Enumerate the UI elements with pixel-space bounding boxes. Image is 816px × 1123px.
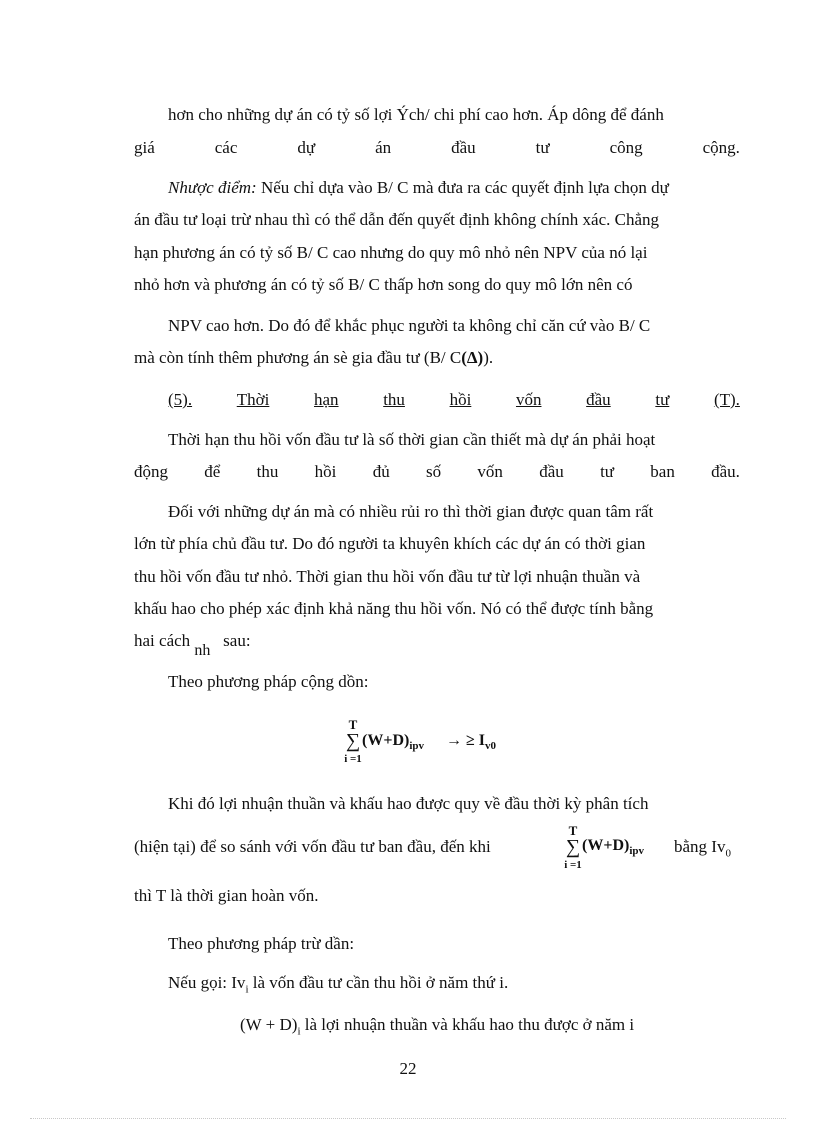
italic-heading: Nhược điểm: (168, 178, 257, 197)
text: mà còn tính thêm phương án sè gia đầu tư (B/ C (134, 348, 462, 367)
word: giá (134, 138, 155, 157)
paragraph-line: hạn phương án có tỷ số B/ C cao nhưng do quy mô nhỏ nên NPV của nó lại (134, 243, 648, 262)
paragraph-line (134, 630, 740, 660)
word: án (375, 138, 392, 157)
text: bằng Iv (674, 837, 726, 856)
word: số (426, 462, 442, 481)
word: thu (383, 390, 405, 409)
word: (T). (713, 390, 740, 409)
paragraph-line-end (674, 836, 744, 864)
summation (562, 824, 584, 872)
paragraph-line (168, 177, 740, 199)
formula-body (362, 732, 496, 752)
text: (W + D) (240, 1015, 298, 1034)
text: (hiện tại) để so sánh với vốn đầu tư ban đầu, đến khi (134, 837, 491, 856)
word: (5). (168, 390, 193, 409)
text: sau: (223, 631, 251, 650)
delta-symbol: (Δ) (461, 348, 484, 367)
word: tư (535, 138, 550, 157)
subscript: i (297, 1025, 301, 1038)
paragraph-line: án đầu tư loại trừ nhau thì có thể dẫn đến quyết định không chính xác. Chẳng (134, 210, 659, 229)
formula-term: (W+D) (362, 732, 410, 749)
text: Nếu chỉ dựa vào B/ C mà đưa ra các quyết định lựa chọn dự (256, 178, 669, 197)
formula-subscript: ipv (409, 740, 425, 753)
word: công (609, 138, 643, 157)
text: là lợi nhuận thuần và khấu hao thu được ở năm i (300, 1015, 635, 1034)
text: ). (483, 348, 494, 367)
word: đầu (539, 462, 564, 481)
paragraph-line: NPV cao hơn. Do đó để khắc phục người ta không chỉ căn cứ vào B/ C (168, 316, 651, 335)
section-heading (168, 389, 740, 411)
paragraph-line (240, 1014, 740, 1042)
sigma-symbol: ∑ (345, 730, 361, 752)
page-bottom-divider (30, 1118, 786, 1119)
formula-subscript: ipv (629, 845, 645, 858)
text: Nếu gọi: Iv (168, 973, 246, 992)
paragraph-line-justified (134, 137, 740, 159)
sum-lower: i =1 (344, 753, 362, 765)
word: Thời (236, 390, 270, 409)
paragraph-line: Theo phương pháp trừ dần: (168, 934, 355, 953)
word: đầu. (711, 462, 740, 481)
text: là vốn đầu tư cần thu hồi ở năm thứ i. (248, 973, 509, 992)
paragraph-line: thì T là thời gian hoàn vốn. (134, 886, 319, 905)
sum-upper: T (568, 823, 578, 838)
word: để (204, 462, 221, 481)
word: đủ (372, 462, 390, 481)
text: hai cách (134, 631, 191, 650)
word: tư (655, 390, 670, 409)
paragraph-line-justified (134, 461, 740, 483)
word: hồi (449, 390, 472, 409)
word: các (214, 138, 238, 157)
paragraph-line: Thời hạn thu hồi vốn đầu tư là số thời gian cần thiết mà dự án phải hoạt (168, 430, 656, 449)
paragraph-line: Khi đó lợi nhuận thuần và khấu hao được quy về đầu thời kỳ phân tích (168, 794, 649, 813)
word: hạn (314, 390, 339, 409)
paragraph-line: nhỏ hơn và phương án có tỷ số B/ C thấp hơn song do quy mô lớn nên có (134, 275, 633, 294)
word: hồi (314, 462, 337, 481)
subscript: 0 (725, 847, 731, 860)
word: động (134, 462, 168, 481)
sum-formula (342, 718, 582, 770)
summation (342, 718, 364, 766)
word: thu (256, 462, 279, 481)
formula-subscript: v0 (485, 740, 497, 753)
subscript: i (245, 983, 249, 996)
word: tư (600, 462, 614, 481)
formula-body (582, 837, 644, 857)
word: dự (297, 138, 316, 157)
word: vốn (477, 462, 503, 481)
subscript: nh (194, 642, 211, 660)
paragraph-line: khấu hao cho phép xác định khả năng thu hồi vốn. Nó có thể được tính bằng (134, 599, 654, 618)
inline-sum-formula (562, 824, 692, 872)
paragraph-line (134, 347, 740, 369)
word: ban (650, 462, 675, 481)
paragraph-line: Theo phương pháp cộng dồn: (168, 672, 369, 691)
page-number: 22 (399, 1059, 417, 1078)
sum-lower: i =1 (564, 859, 582, 871)
word: vốn (515, 390, 542, 409)
formula-term: (W+D) (582, 837, 630, 854)
paragraph-line (168, 972, 740, 1000)
word: đầu (451, 138, 476, 157)
sigma-symbol: ∑ (565, 836, 581, 858)
word: cộng. (702, 138, 740, 157)
paragraph-line: lớn từ phía chủ đầu tư. Do đó người ta khuyên khích các dự án có thời gian (134, 534, 646, 553)
paragraph-line: thu hồi vốn đầu tư nhỏ. Thời gian thu hồi vốn đầu tư từ lợi nhuận thuần và (134, 567, 641, 586)
paragraph-line: hơn cho những dự án có tỷ số lợi Ých/ chi phí cao hơn. Áp dông để đánh (168, 105, 664, 124)
word: đầu (586, 390, 611, 409)
paragraph-line: Đối với những dự án mà có nhiều rủi ro thì thời gian được quan tâm rất (168, 502, 654, 521)
sum-upper: T (348, 717, 358, 732)
formula-relation: → ≥ I (446, 732, 486, 749)
